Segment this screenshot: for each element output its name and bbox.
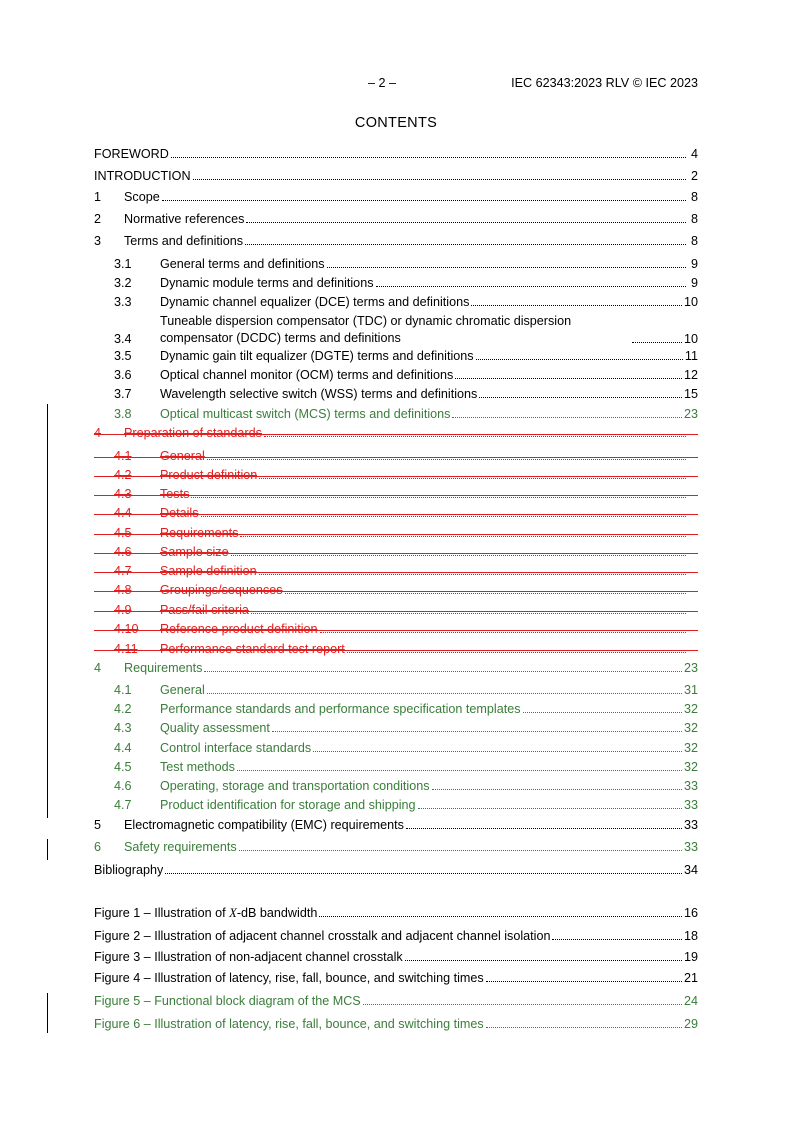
- dot-leader: [632, 342, 682, 343]
- dot-leader: [193, 179, 686, 180]
- dot-leader: [476, 359, 683, 360]
- toc-entry-page: 4: [690, 147, 698, 161]
- toc-entry-number: 3.6: [114, 368, 132, 382]
- figure-entry-title: [94, 993, 361, 1009]
- toc-entry-title: General terms and definitions: [160, 257, 325, 271]
- dot-leader: [406, 828, 682, 829]
- toc-entry-title: General: [160, 683, 205, 697]
- document-id: IEC 62343:2023 RLV © IEC 2023: [511, 76, 698, 90]
- toc-entry[interactable]: [94, 256, 698, 272]
- toc-entry-page: 33: [683, 779, 698, 793]
- toc-entry-number: 4.7: [114, 798, 132, 812]
- dot-leader: [207, 459, 686, 460]
- toc-entry-number: 4.1: [114, 683, 132, 697]
- toc-entry[interactable]: [94, 505, 698, 521]
- toc-entry-page: 23: [683, 407, 698, 421]
- toc-entry-title: Wavelength selective switch (WSS) terms and definitions: [160, 387, 478, 401]
- toc-entry-title: FOREWORD: [94, 147, 169, 161]
- toc-entry-number: 2: [94, 212, 102, 226]
- toc-entry-page: 15: [683, 387, 698, 401]
- dot-leader: [285, 593, 686, 594]
- toc-entry-title: Groupings/sequences: [160, 583, 283, 597]
- toc-entry-title: Quality assessment: [160, 721, 270, 735]
- toc-entry-title: Electromagnetic compatibility (EMC) requirements: [124, 818, 404, 832]
- dot-leader: [376, 286, 687, 287]
- toc-entry-title: Reference product definition: [160, 622, 318, 636]
- change-bar: [47, 993, 48, 1033]
- dot-leader: [259, 574, 686, 575]
- toc-entry[interactable]: [94, 862, 698, 878]
- toc-entry-title: Sample size: [160, 545, 229, 559]
- dot-leader: [239, 850, 682, 851]
- toc-entry-page: 32: [683, 721, 698, 735]
- toc-entry-number: 4.8: [114, 583, 132, 597]
- dot-leader: [486, 981, 682, 982]
- figure-entry-title: [94, 928, 550, 944]
- dot-leader: [486, 1027, 682, 1028]
- dot-leader: [471, 305, 682, 306]
- dot-leader: [165, 873, 682, 874]
- toc-entry-number: 4.4: [114, 506, 132, 520]
- toc-entry[interactable]: [94, 313, 698, 347]
- dot-leader: [320, 632, 686, 633]
- toc-entry[interactable]: [94, 839, 698, 855]
- dot-leader: [432, 789, 682, 790]
- dot-leader: [319, 916, 682, 917]
- toc-entry-title-line: Tuneable dispersion compensator (TDC) or dynamic chromatic dispersion: [160, 314, 572, 328]
- toc-entry-page: 34: [683, 863, 698, 877]
- toc-entry-page: 31: [683, 683, 698, 697]
- toc-entry[interactable]: [94, 189, 698, 205]
- dot-leader: [327, 267, 686, 268]
- dot-leader: [455, 378, 682, 379]
- toc-entry-page: 8: [690, 212, 698, 226]
- toc-entry-number: 3.1: [114, 257, 132, 271]
- toc-entry[interactable]: [94, 294, 698, 310]
- toc-entry-page: 8: [690, 190, 698, 204]
- toc-entry[interactable]: [94, 448, 698, 464]
- figure-title-italic: X: [229, 906, 237, 920]
- dot-leader: [171, 157, 686, 158]
- dot-leader: [259, 478, 686, 479]
- contents-title: CONTENTS: [354, 115, 438, 131]
- toc-entry[interactable]: [94, 817, 698, 833]
- toc-entry-number: 3.8: [114, 407, 132, 421]
- toc-entry[interactable]: [94, 486, 698, 502]
- toc-entry[interactable]: [94, 797, 698, 813]
- toc-entry-title: Scope: [124, 190, 160, 204]
- figure-title-text: Figure 5 – Functional block diagram of the MCS: [94, 994, 361, 1008]
- figure-entry-page: 21: [683, 971, 698, 985]
- toc-entry-title: Optical channel monitor (OCM) terms and definitions: [160, 368, 454, 382]
- toc-entry-number: 4.5: [114, 526, 132, 540]
- toc-entry[interactable]: [94, 525, 698, 541]
- figure-title-text: Figure 6 – Illustration of latency, rise, fall, bounce, and switching times: [94, 1017, 484, 1031]
- toc-entry-number: 4.1: [114, 449, 132, 463]
- toc-entry-number: 6: [94, 840, 102, 854]
- figure-title-text: -dB bandwidth: [236, 906, 318, 920]
- toc-entry[interactable]: [94, 275, 698, 291]
- figure-entry[interactable]: [94, 949, 698, 965]
- toc-entry-title: Terms and definitions: [124, 234, 244, 248]
- toc-entry-page: 11: [684, 349, 698, 363]
- toc-entry-page: 33: [683, 840, 698, 854]
- toc-entry[interactable]: [94, 367, 698, 383]
- toc-entry-title: Optical multicast switch (MCS) terms and definitions: [160, 407, 451, 421]
- dot-leader: [162, 200, 686, 201]
- figure-entry[interactable]: [94, 905, 698, 921]
- figure-entry-page: 16: [683, 906, 698, 920]
- toc-entry-number: 4.5: [114, 760, 132, 774]
- toc-entry[interactable]: [94, 467, 698, 483]
- dot-leader: [523, 712, 682, 713]
- dot-leader: [347, 652, 686, 653]
- figure-entry-title: [94, 949, 403, 965]
- toc-entry-page: 33: [683, 818, 698, 832]
- dot-leader: [240, 536, 686, 537]
- toc-entry[interactable]: [94, 641, 698, 657]
- toc-entry-page: 32: [683, 702, 698, 716]
- toc-entry[interactable]: [94, 168, 698, 184]
- figure-entry-page: 29: [683, 1017, 698, 1031]
- toc-entry-number: 3: [94, 234, 102, 248]
- toc-entry-title: Dynamic gain tilt equalizer (DGTE) terms and definitions: [160, 349, 474, 363]
- toc-entry-number: 3.5: [114, 349, 132, 363]
- toc-entry[interactable]: [94, 759, 698, 775]
- toc-entry-page: 9: [690, 276, 698, 290]
- dot-leader: [231, 555, 686, 556]
- figure-entry[interactable]: [94, 993, 698, 1009]
- toc-entry-title: Tests: [160, 487, 190, 501]
- toc-entry-page: 32: [683, 760, 698, 774]
- toc-entry-page: 32: [683, 741, 698, 755]
- figure-entry[interactable]: [94, 970, 698, 986]
- toc-entry-number: 3.3: [114, 295, 132, 309]
- toc-entry-title-line: compensator (DCDC) terms and definitions: [160, 331, 401, 345]
- toc-entry-number: 4: [94, 661, 102, 675]
- toc-entry-title: Product identification for storage and shipping: [160, 798, 416, 812]
- toc-entry-number: 4.10: [114, 622, 139, 636]
- toc-entry[interactable]: [94, 146, 698, 162]
- page-number: – 2 –: [368, 76, 397, 90]
- figure-entry-title: [94, 970, 484, 986]
- toc-entry[interactable]: [94, 682, 698, 698]
- toc-entry-number: 4.11: [114, 642, 138, 656]
- toc-entry[interactable]: [94, 425, 698, 441]
- toc-entry[interactable]: [94, 563, 698, 579]
- figure-title-text: Figure 3 – Illustration of non-adjacent channel crosstalk: [94, 950, 403, 964]
- figure-title-text: Figure 4 – Illustration of latency, rise, fall, bounce, and switching times: [94, 971, 484, 985]
- toc-entry-title: Performance standards and performance specification templates: [160, 702, 521, 716]
- toc-entry-number: 4.4: [114, 741, 132, 755]
- toc-entry-title: Performance standard test report: [160, 642, 345, 656]
- toc-entry-number: 3.4: [114, 332, 132, 346]
- dot-leader: [207, 693, 682, 694]
- dot-leader: [363, 1004, 682, 1005]
- toc-entry-title: Requirements: [124, 661, 203, 675]
- toc-entry-title: Product definition: [160, 468, 258, 482]
- dot-leader: [251, 613, 686, 614]
- toc-entry-number: 4.2: [114, 702, 132, 716]
- toc-entry-title: Control interface standards: [160, 741, 312, 755]
- toc-entry-page: 23: [683, 661, 698, 675]
- toc-entry-number: 3.7: [114, 387, 132, 401]
- toc-entry-page: 9: [690, 257, 698, 271]
- toc-entry[interactable]: [94, 621, 698, 637]
- toc-entry-title: Operating, storage and transportation conditions: [160, 779, 430, 793]
- toc-entry[interactable]: [94, 544, 698, 560]
- figure-entry-page: 24: [683, 994, 698, 1008]
- toc-entry-title: Sample definition: [160, 564, 257, 578]
- toc-entry-page: 12: [683, 368, 698, 382]
- toc-entry-title: Normative references: [124, 212, 245, 226]
- toc-entry-title: Preparation of standards: [124, 426, 262, 440]
- toc-entry-number: 4.6: [114, 779, 132, 793]
- toc-entry[interactable]: [94, 602, 698, 618]
- toc-entry-number: 4.7: [114, 564, 132, 578]
- toc-entry[interactable]: [94, 582, 698, 598]
- change-bar: [47, 839, 48, 860]
- toc-entry-title: INTRODUCTION: [94, 169, 191, 183]
- toc-entry-title: Dynamic channel equalizer (DCE) terms and definitions: [160, 295, 470, 309]
- toc-entry[interactable]: [94, 701, 698, 717]
- toc-entry-page: 2: [690, 169, 698, 183]
- toc-entry[interactable]: [94, 233, 698, 249]
- toc-entry-title: Details: [160, 506, 199, 520]
- toc-entry-number: 4.9: [114, 603, 132, 617]
- change-bar: [47, 404, 48, 818]
- dot-leader: [418, 808, 682, 809]
- toc-entry[interactable]: [94, 778, 698, 794]
- figure-entry[interactable]: [94, 928, 698, 944]
- toc-entry[interactable]: [94, 720, 698, 736]
- figure-entry[interactable]: [94, 1016, 698, 1032]
- dot-leader: [245, 244, 686, 245]
- dot-leader: [264, 436, 686, 437]
- dot-leader: [479, 397, 682, 398]
- toc-entry-title: Test methods: [160, 760, 235, 774]
- dot-leader: [204, 671, 682, 672]
- toc-entry-title: Safety requirements: [124, 840, 237, 854]
- figure-entry-title: [94, 905, 317, 921]
- toc-entry-number: 4.6: [114, 545, 132, 559]
- toc-entry-title: [160, 313, 630, 347]
- toc-entry-page: 10: [683, 295, 698, 309]
- dot-leader: [246, 222, 686, 223]
- toc-entry-number: 4: [94, 426, 102, 440]
- toc-entry[interactable]: [94, 211, 698, 227]
- dot-leader: [272, 731, 682, 732]
- toc-entry-number: 5: [94, 818, 102, 832]
- toc-entry-number: 4.3: [114, 487, 132, 501]
- toc-entry[interactable]: [94, 660, 698, 676]
- dot-leader: [452, 417, 682, 418]
- toc-entry-title: Dynamic module terms and definitions: [160, 276, 374, 290]
- toc-entry-title: Pass/fail criteria: [160, 603, 249, 617]
- toc-entry-number: 3.2: [114, 276, 132, 290]
- toc-entry[interactable]: [94, 406, 698, 422]
- figure-entry-page: 19: [683, 950, 698, 964]
- toc-entry-page: 33: [683, 798, 698, 812]
- toc-entry[interactable]: [94, 740, 698, 756]
- dot-leader: [201, 516, 687, 517]
- toc-entry-number: 4.3: [114, 721, 132, 735]
- figure-title-text: Figure 2 – Illustration of adjacent channel crosstalk and adjacent channel isolation: [94, 929, 551, 943]
- dot-leader: [191, 497, 686, 498]
- toc-entry[interactable]: [94, 386, 698, 402]
- dot-leader: [552, 939, 682, 940]
- figure-entry-page: 18: [683, 929, 698, 943]
- dot-leader: [313, 751, 682, 752]
- figure-title-text: Figure 1 – Illustration of: [94, 906, 230, 920]
- dot-leader: [405, 960, 682, 961]
- toc-entry-number: 4.2: [114, 468, 132, 482]
- toc-entry[interactable]: [94, 348, 698, 364]
- dot-leader: [237, 770, 682, 771]
- toc-entry-title: General: [160, 449, 205, 463]
- toc-entry-page: 8: [690, 234, 698, 248]
- toc-entry-page: 10: [683, 332, 698, 346]
- toc-entry-title: Requirements: [160, 526, 239, 540]
- toc-entry-number: 1: [94, 190, 102, 204]
- figure-entry-title: [94, 1016, 484, 1032]
- toc-entry-title: Bibliography: [94, 863, 164, 877]
